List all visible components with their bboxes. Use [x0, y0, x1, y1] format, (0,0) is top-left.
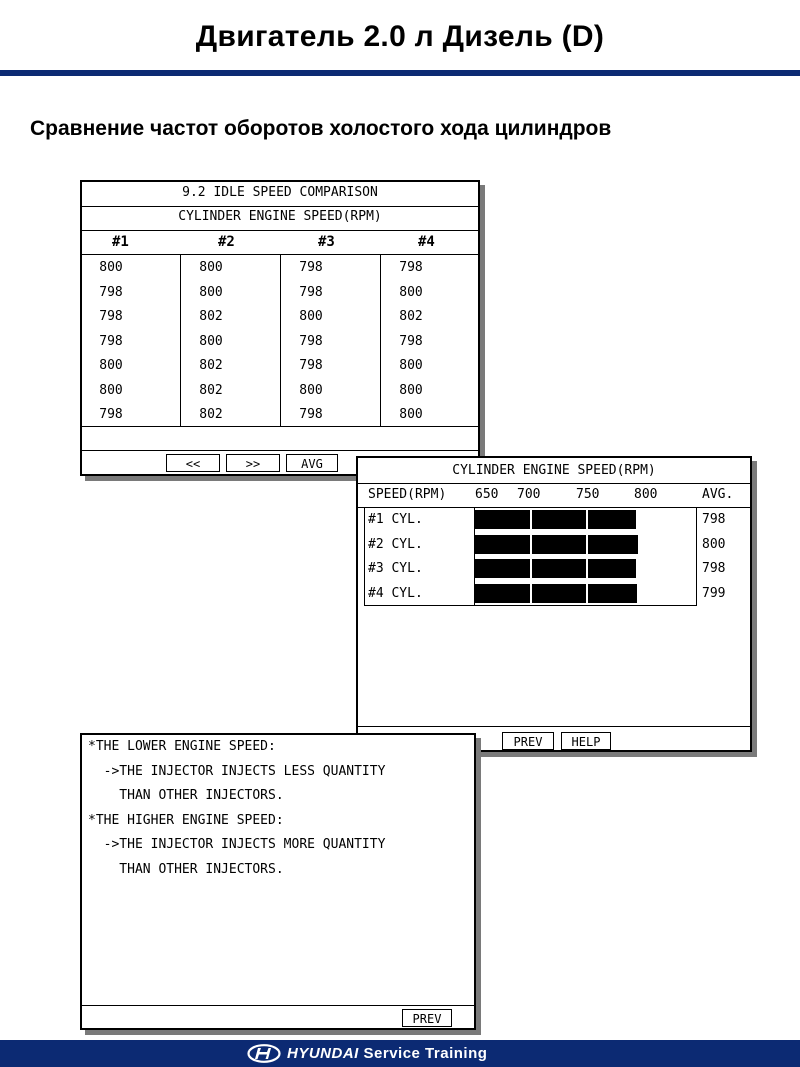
next-page-button[interactable]: >> [226, 454, 280, 472]
table-cell: 798 [99, 284, 123, 300]
brand-name: HYUNDAI [287, 1045, 359, 1062]
cylinder-label: #2 CYL. [368, 536, 423, 552]
avg-column-label: AVG. [702, 487, 734, 502]
idle-speed-help-screen [80, 733, 476, 1030]
bar-segment-gap [530, 584, 532, 603]
table-cell: 798 [399, 333, 423, 349]
table-cell: 800 [199, 333, 223, 349]
table-cell: 798 [299, 358, 323, 373]
cylinder-label: #1 CYL. [368, 512, 423, 527]
table-cell: 800 [399, 358, 423, 373]
help-line: THAN OTHER INJECTORS. [88, 788, 284, 803]
table-cell: 800 [299, 309, 323, 324]
footer-bar [0, 1040, 800, 1067]
tick-label: 700 [517, 487, 541, 502]
screen-title: 9.2 IDLE SPEED COMPARISON [182, 185, 378, 200]
cylinder-avg-value: 800 [702, 536, 726, 552]
help-line: THAN OTHER INJECTORS. [88, 861, 284, 877]
bar-segment-gap [586, 584, 588, 603]
bar-segment-gap [530, 535, 532, 554]
speed-bar [475, 584, 637, 603]
column-header-cyl3: #3 [318, 234, 335, 250]
table-cell: 798 [299, 333, 323, 349]
slide-title: Двигатель 2.0 л Дизель (D) [195, 20, 605, 53]
table-cell: 798 [99, 407, 123, 422]
prev-button[interactable]: PREV [502, 732, 554, 750]
table-cell: 802 [199, 407, 223, 422]
table-cell: 800 [99, 260, 123, 275]
table-cell: 798 [299, 284, 323, 300]
table-cell: 800 [399, 284, 423, 300]
prev-button[interactable]: PREV [402, 1009, 452, 1027]
cylinder-avg-value: 798 [702, 561, 726, 576]
table-cell: 800 [199, 260, 223, 275]
column-header-cyl2: #2 [218, 234, 235, 250]
slide-subtitle: Сравнение частот оборотов холостого хода цилиндров [30, 117, 612, 140]
bar-segment-gap [586, 535, 588, 554]
brand-suffix: Service Training [363, 1045, 488, 1062]
speed-bar [475, 510, 636, 529]
table-cell: 800 [99, 382, 123, 398]
table-cell: 798 [299, 260, 323, 275]
table-cell: 800 [99, 358, 123, 373]
table-cell: 798 [99, 309, 123, 324]
tick-label: 800 [634, 487, 658, 502]
help-line: ->THE INJECTOR INJECTS MORE QUANTITY [88, 837, 386, 852]
tick-label: 650 [475, 487, 499, 502]
table-cell: 800 [299, 382, 323, 398]
cylinder-avg-value: 799 [702, 585, 726, 601]
help-line: *THE LOWER ENGINE SPEED: [88, 739, 276, 754]
speed-bar [475, 535, 638, 554]
table-cell: 800 [399, 382, 423, 398]
table-cell: 802 [199, 309, 223, 324]
table-cell: 802 [199, 382, 223, 398]
table-cell: 802 [399, 309, 423, 324]
bar-segment-gap [530, 510, 532, 529]
avg-button[interactable]: AVG [286, 454, 338, 472]
table-cell: 798 [99, 333, 123, 349]
cylinder-speed-graph-screen [356, 456, 752, 752]
help-button[interactable]: HELP [561, 732, 611, 750]
table-cell: 798 [399, 260, 423, 275]
help-line: ->THE INJECTOR INJECTS LESS QUANTITY [88, 763, 386, 779]
cylinder-avg-value: 798 [702, 512, 726, 527]
bar-segment-gap [586, 559, 588, 578]
title-rule [0, 70, 800, 76]
column-header-cyl4: #4 [418, 234, 435, 250]
column-header-cyl1: #1 [112, 234, 129, 250]
cylinder-label: #4 CYL. [368, 585, 423, 601]
table-cell: 798 [299, 407, 323, 422]
tick-label: 750 [576, 487, 600, 502]
table-header: CYLINDER ENGINE SPEED(RPM) [178, 209, 382, 224]
graph-title: CYLINDER ENGINE SPEED(RPM) [452, 463, 656, 478]
cylinder-label: #3 CYL. [368, 561, 423, 576]
bar-segment-gap [586, 510, 588, 529]
help-line: *THE HIGHER ENGINE SPEED: [88, 812, 284, 828]
footer-brand-text [287, 1045, 487, 1062]
hyundai-logo-icon [247, 1044, 281, 1063]
table-cell: 802 [199, 358, 223, 373]
prev-page-button[interactable]: << [166, 454, 220, 472]
idle-speed-comparison-screen [80, 180, 480, 476]
speed-bar [475, 559, 636, 578]
bar-segment-gap [530, 559, 532, 578]
table-cell: 800 [399, 407, 423, 422]
table-cell: 800 [199, 284, 223, 300]
axis-label: SPEED(RPM) [368, 487, 447, 502]
